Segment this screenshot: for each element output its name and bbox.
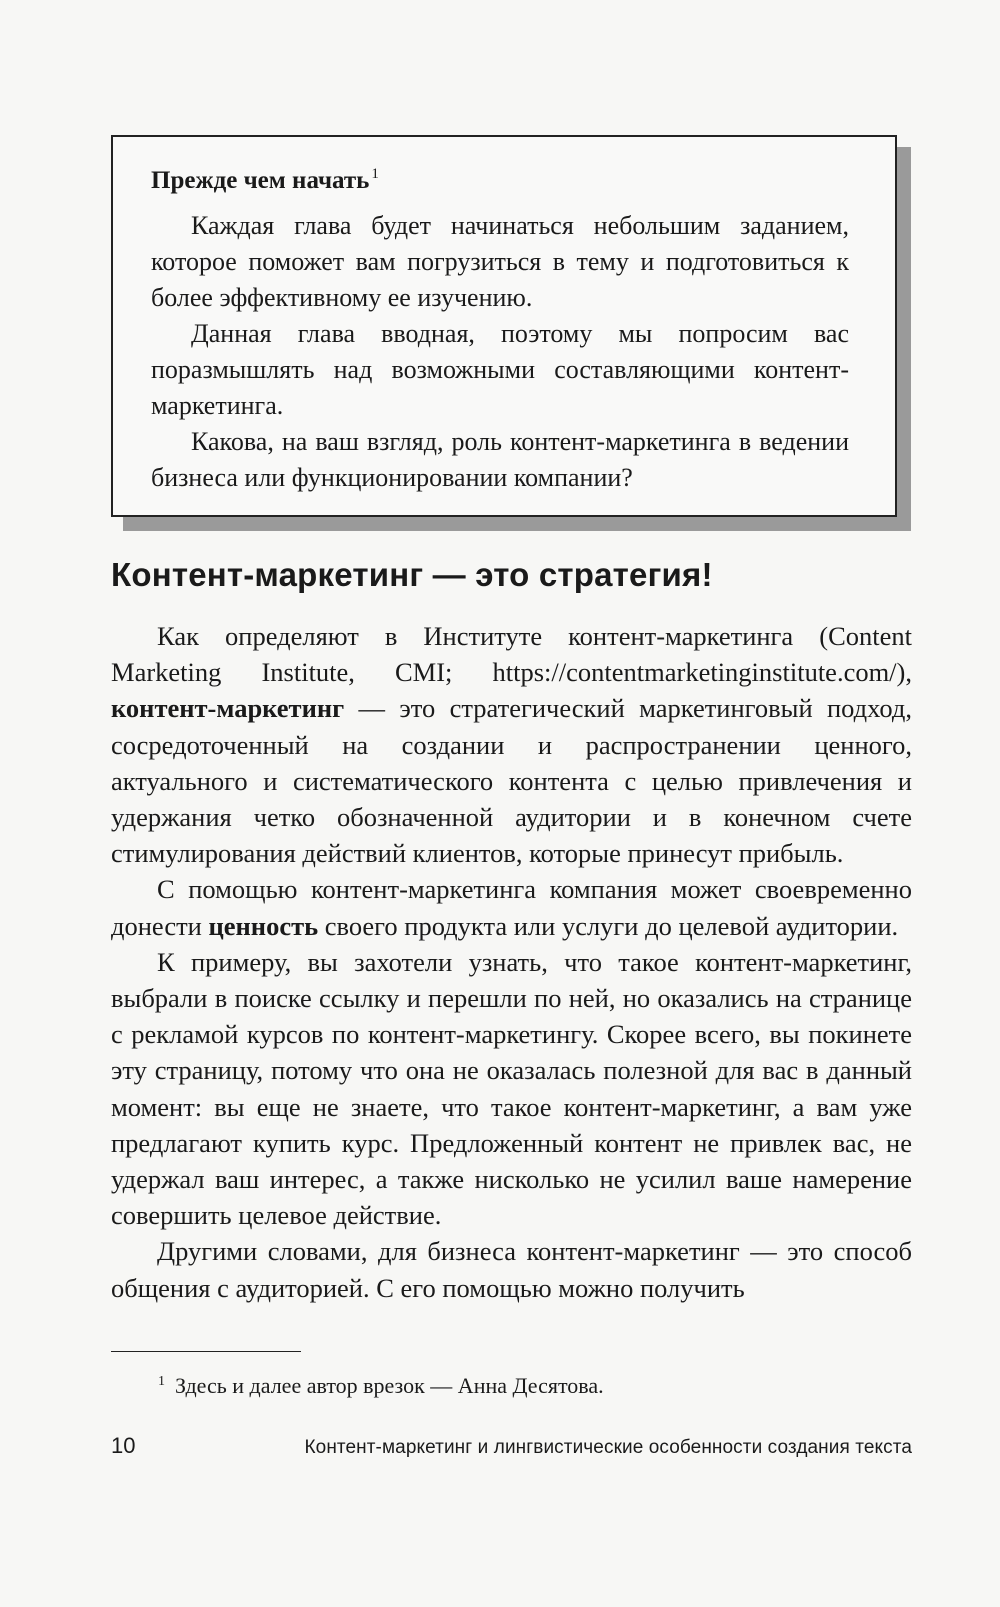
footnote-rule (111, 1351, 301, 1352)
page-footer (111, 1433, 912, 1459)
paragraph-conclusion: Другими словами, для бизнеса контент-маркетинг — это способ общения с аудиторией. С его помощью можно получить (111, 1236, 912, 1303)
box-shadow-bottom (123, 517, 911, 531)
page-number: 10 (111, 1433, 136, 1458)
box-paragraph: Данная глава вводная, поэтому мы попросим вас поразмышлять над возможными составляющими контент-маркетинга. (151, 319, 849, 420)
paragraph-example: К примеру, вы захотели узнать, что такое контент-маркетинг, выбрали в поиске ссылку и перешли по ней, но оказались на странице с рекламой курсов по контент-маркетингу. Скорее всего, вы покинете эту страницу, потому что она не оказалась полезной для вас в данный момент: вы еще не знаете, что такое контент-маркетинг, а вам уже предлагают купить курс. Предложенный контент не привлек вас, не удержал ваш интерес, а также нисколько не усилил ваше намерение совершить целевое действие. (111, 946, 912, 1231)
box-title: Прежде чем начать $^1$ (151, 166, 379, 194)
body-text (111, 618, 912, 1306)
sidebar-box (111, 135, 897, 517)
box-paragraph: Какова, на ваш взгляд, роль контент-маркетинга в ведении бизнеса или функционировании компании? (151, 427, 849, 492)
running-title: Контент-маркетинг и лингвистические особенности создания текста (304, 1437, 912, 1458)
paragraph-definition: Как определяют в Институте контент-маркетинга (Content Marketing Institute, CMI; https://contentmarketinginstitute.com/), контент-маркетинг — это стратегический маркетинговый подход, сосредоточенный на создании и распространении ценного, актуального и систематического контента с целью привлечения и удержания четко обозначенной аудитории и в конечном счете стимулирования действий клиентов, которые принесут прибыль. (111, 621, 912, 869)
footnote-ref: 1 (371, 166, 379, 182)
paragraph-value: С помощью контент-маркетинга компания может своевременно донести ценность своего продукта или услуги до целевой аудитории. (111, 874, 912, 941)
box-shadow-right (897, 147, 911, 531)
footnote: $^1$ Здесь и далее автор врезок — Анна Десятова. (158, 1373, 604, 1398)
box-paragraph: Каждая глава будет начинаться небольшим заданием, которое поможет вам погрузиться в тему и подготовиться к более эффективному ее изучению. (151, 211, 849, 312)
section-heading: Контент-маркетинг — это стратегия! (111, 556, 713, 593)
